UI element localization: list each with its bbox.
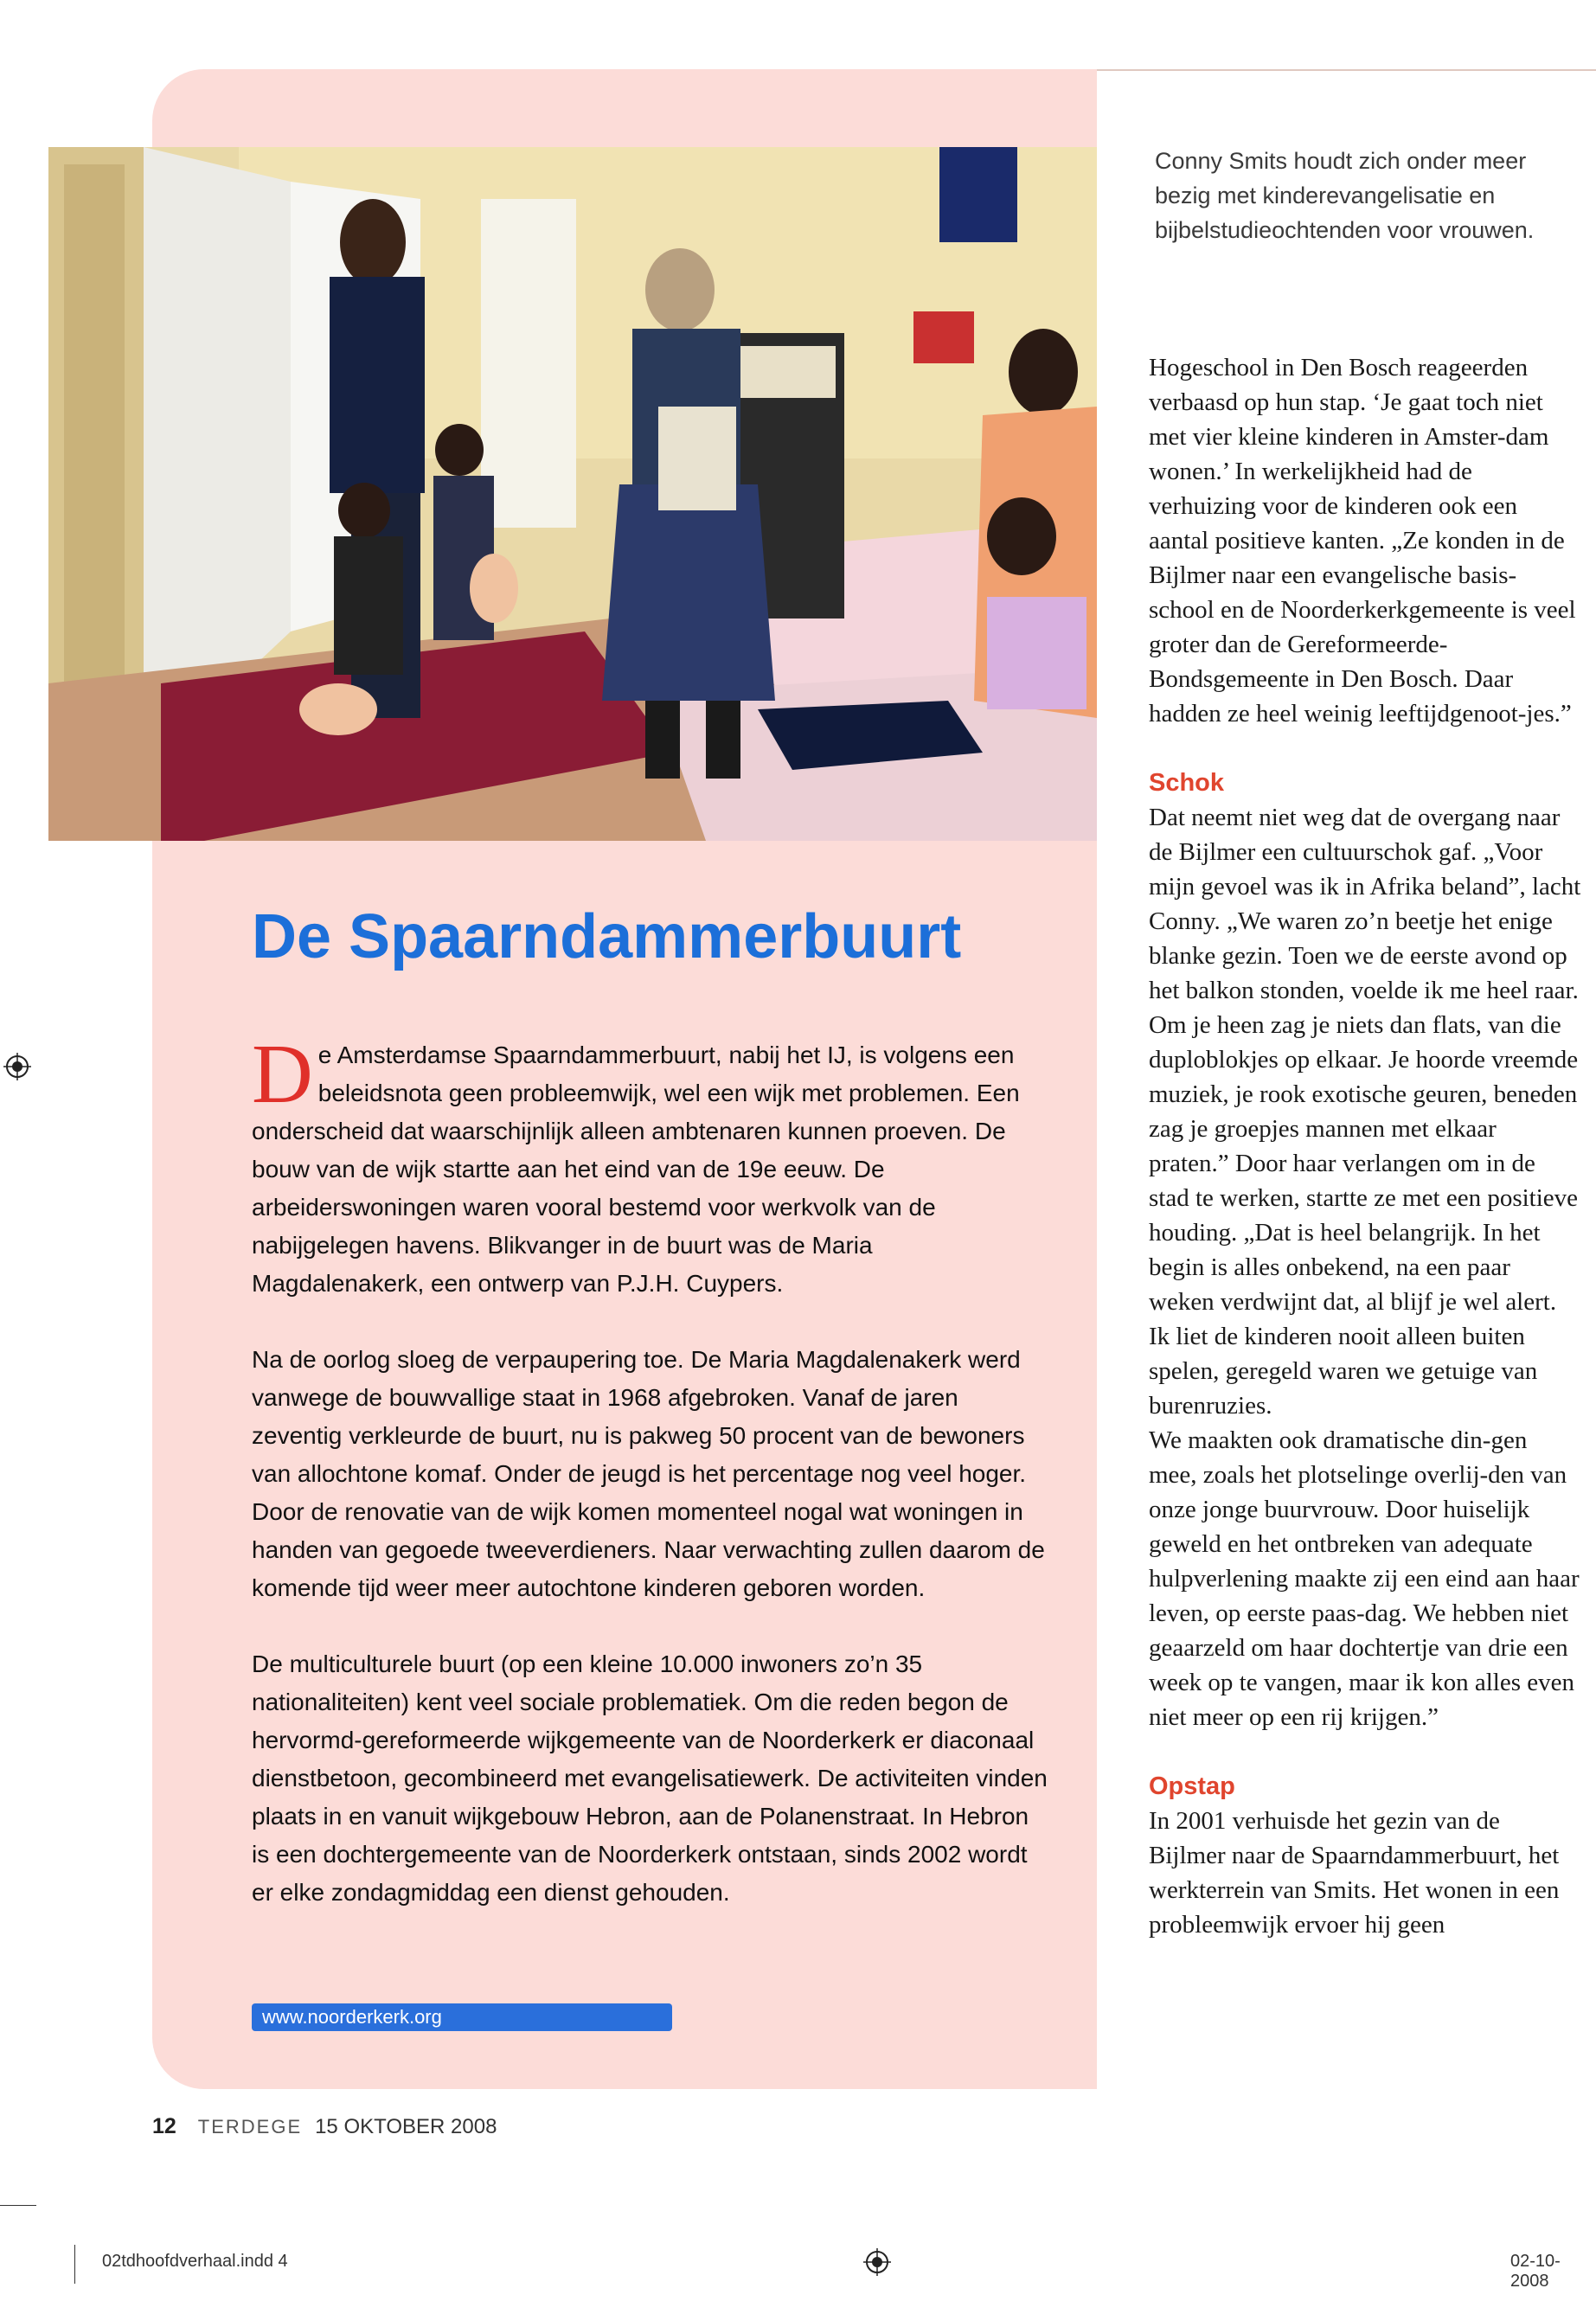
sidebar-title: De Spaarndammerbuurt [252, 902, 962, 971]
dropcap: D [252, 1028, 313, 1121]
folio [152, 2114, 497, 2139]
page-number: 12 [152, 2114, 176, 2138]
body-paragraph-1: Hogeschool in Den Bosch reageerden verbaasd op hun stap. ‘Je gaat toch niet met vier kleine kinderen in Amster-dam wonen.’ In werkelijkheid had de verhuizing voor de kinderen ook een aantal positieve kanten. „Ze konden in de Bijlmer naar een evangelische basis-school en de Noorderkerkgemeente is veel groter dan de Gereformeerde-Bondsgemeente in Den Bosch. Daar hadden ze heel weinig leeftijdgenoot-jes.” [1149, 354, 1576, 727]
registration-mark-icon [3, 1053, 31, 1080]
sidebar-paragraph-2: Na de oorlog sloeg de verpaupering toe. De Maria Magdalenakerk werd vanwege de bouwvallige staat in 1968 afgebroken. Vanaf de jaren zeventig verkleurde de buurt, nu is pakweg 50 procent van de bewoners van allochtone komaf. Onder de jeugd is het percentage nog veel hoger. Door de renovatie van de wijk komen momenteel nogal wat woningen in handen van gegoede tweeverdieners. Naar verwachting zullen daarom de komende tijd weer meer autochtone kinderen geboren worden. [252, 1346, 1045, 1601]
sidebar-paragraph-3: De multiculturele buurt (op een kleine 10.000 inwoners zo’n 35 nationaliteiten) kent veel sociale problematiek. Om die reden begon de hervormd-gereformeerde wijkgemeente van de Noorderkerk er diaconaal dienstbetoon, gecombineerd met evangelisatiewerk. De activiteiten vinden plaats in en vanuit wijkgebouw Hebron, aan de Polanenstraat. In Hebron is een dochtergemeente van de Noorderkerk ontstaan, sinds 2002 wordt er elke zondagmiddag een dienst gehouden. [252, 1650, 1048, 1906]
sidebar-paragraph-1-text: e Amsterdamse Spaarndammerbuurt, nabij het IJ, is volgens een beleidsnota geen probleemwijk, wel een wijk met problemen. Een onderscheid dat waarschijnlijk alleen ambtenaren kunnen proeven. De bouw van de wijk startte aan het eind van de 19e eeuw. De arbeiderswoningen waren vooral bestemd voor werkvolk van de nabijgelegen havens. Blikvanger in de buurt was de Maria Magdalenakerk, een ontwerp van P.J.H. Cuypers. [252, 1042, 1020, 1297]
magazine-name: TERDEGE [197, 2116, 303, 2138]
sidebar-text [252, 1028, 1048, 1950]
photo-caption: Conny Smits houdt zich onder meer bezig met kinderevangelisatie en bijbelstudieochtenden voor vrouwen. [1155, 148, 1535, 243]
body-paragraph-4: In 2001 verhuisde het gezin van de Bijlmer naar de Spaarndammerbuurt, het werkterrein van Smits. Het wonen in een probleemwijk ervoer hij geen [1149, 1807, 1560, 1939]
body-paragraph-3: We maakten ook dramatische din-gen mee, zoals het plotselinge overlij-den van onze jonge buurvrouw. Door huiselijk geweld en het ontbreken van adequate hulpverlening maakte zij een eind aan haar leven, op eerste paas-dag. We hebben niet geaarzeld om haar dochtertje van drie een week op te vangen, maar ik kon alles even niet meer op een rij krijgen.” [1149, 1426, 1580, 1731]
trim-mark-horizontal [0, 2205, 36, 2206]
slug-date: 02-10-2008 [1510, 2252, 1561, 2291]
registration-mark-icon [863, 2248, 891, 2276]
subhead-schok: Schok [1149, 769, 1225, 797]
body-paragraph-2: Dat neemt niet weg dat de overgang naar de Bijlmer een cultuurschok gaf. „Voor mijn gevoel was ik in Afrika beland”, lacht Conny. „We waren zo’n beetje het enige blanke gezin. Toen we de eerste avond op het balkon stonden, voelde ik me heel raar. Om je heen zag je niets dan flats, van die duploblokjes op elkaar. Je hoorde vreemde muziek, je rook exotische geuren, beneden zag je groepjes mannen met elkaar praten.” Door haar verlangen om in de stad te werken, startte ze met een positieve houding. „Dat is heel belangrijk. In het begin is alles onbekend, na een paar weken verdwijnt dat, al blijf je wel alert. Ik liet de kinderen nooit alleen buiten spelen, geregeld waren we getuige van burenruzies. [1149, 804, 1581, 1420]
body-column [1149, 350, 1581, 1942]
slug-filename: 02tdhoofdverhaal.indd 4 [102, 2252, 288, 2271]
subhead-opstap: Opstap [1149, 1772, 1235, 1800]
noorderkerk-link[interactable]: www.noorderkerk.org [252, 2003, 672, 2031]
issue-date: 15 OKTOBER 2008 [315, 2115, 497, 2138]
group-photo [48, 147, 1097, 841]
trim-mark-vertical [74, 2245, 75, 2284]
sidebar-paragraph-1 [252, 1028, 1048, 1303]
